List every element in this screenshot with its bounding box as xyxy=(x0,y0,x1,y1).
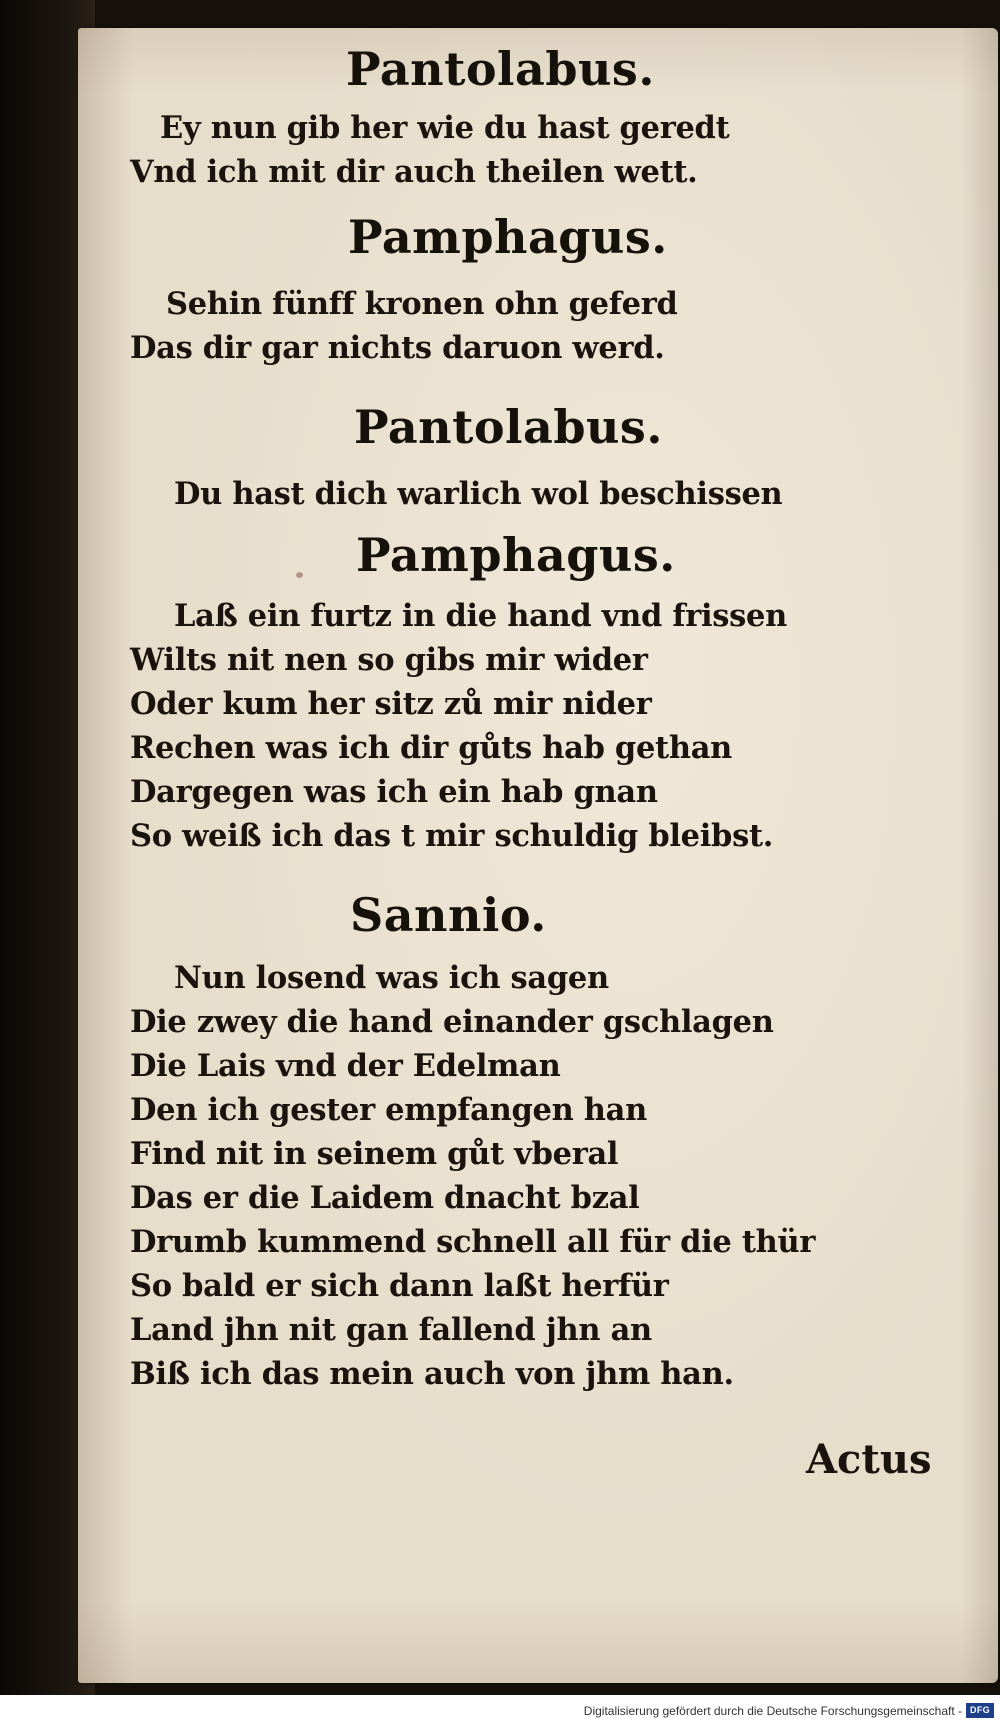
speaker-heading: Pamphagus. xyxy=(356,528,676,582)
verse-line: Den ich gester empfangen han xyxy=(130,1092,647,1128)
paper-stain xyxy=(296,572,303,578)
verse-line: Biß ich das mein auch von jhm han. xyxy=(130,1356,734,1392)
verse-line: So weiß ich das t mir schuldig bleibst. xyxy=(130,818,774,854)
verse-line: Das er die Laidem dnacht bzal xyxy=(130,1180,640,1216)
speaker-heading: Pantolabus. xyxy=(346,42,655,96)
verse-line: Rechen was ich dir gůts hab gethan xyxy=(130,730,733,766)
verse-line: Sehin fünff kronen ohn geferd xyxy=(166,286,678,322)
verse-line: Land jhn nit gan fallend jhn an xyxy=(130,1312,652,1348)
verse-line: Laß ein furtz in die hand vnd frissen xyxy=(174,598,787,634)
verse-line: Dargegen was ich ein hab gnan xyxy=(130,774,658,810)
verse-line: Oder kum her sitz zů mir nider xyxy=(130,686,652,722)
verse-line: Du hast dich warlich wol beschissen xyxy=(174,476,783,512)
catchword: Actus xyxy=(806,1436,932,1483)
dfg-logo-icon: DFG xyxy=(966,1703,994,1718)
speaker-heading: Pamphagus. xyxy=(348,210,668,264)
verse-line: Das dir gar nichts daruon werd. xyxy=(130,330,665,366)
verse-line: Die Lais vnd der Edelman xyxy=(130,1048,561,1084)
verse-line: Die zwey die hand einander gschlagen xyxy=(130,1004,774,1040)
verse-line: Vnd ich mit dir auch theilen wett. xyxy=(130,154,698,190)
book-page xyxy=(78,28,998,1683)
verse-line: Ey nun gib her wie du hast geredt xyxy=(160,110,730,146)
speaker-heading: Pantolabus. xyxy=(354,400,663,454)
verse-line: Nun losend was ich sagen xyxy=(174,960,609,996)
funding-credit: Digitalisierung gefördert durch die Deutsche Forschungsgemeinschaft - xyxy=(583,1704,962,1718)
speaker-heading: Sannio. xyxy=(350,888,547,942)
verse-line: So bald er sich dann laßt herfür xyxy=(130,1268,669,1304)
verse-line: Wilts nit nen so gibs mir wider xyxy=(130,642,648,678)
verse-line: Drumb kummend schnell all für die thür xyxy=(130,1224,816,1260)
footer-bar xyxy=(0,1695,1000,1729)
verse-line: Find nit in seinem gůt vberal xyxy=(130,1136,619,1172)
